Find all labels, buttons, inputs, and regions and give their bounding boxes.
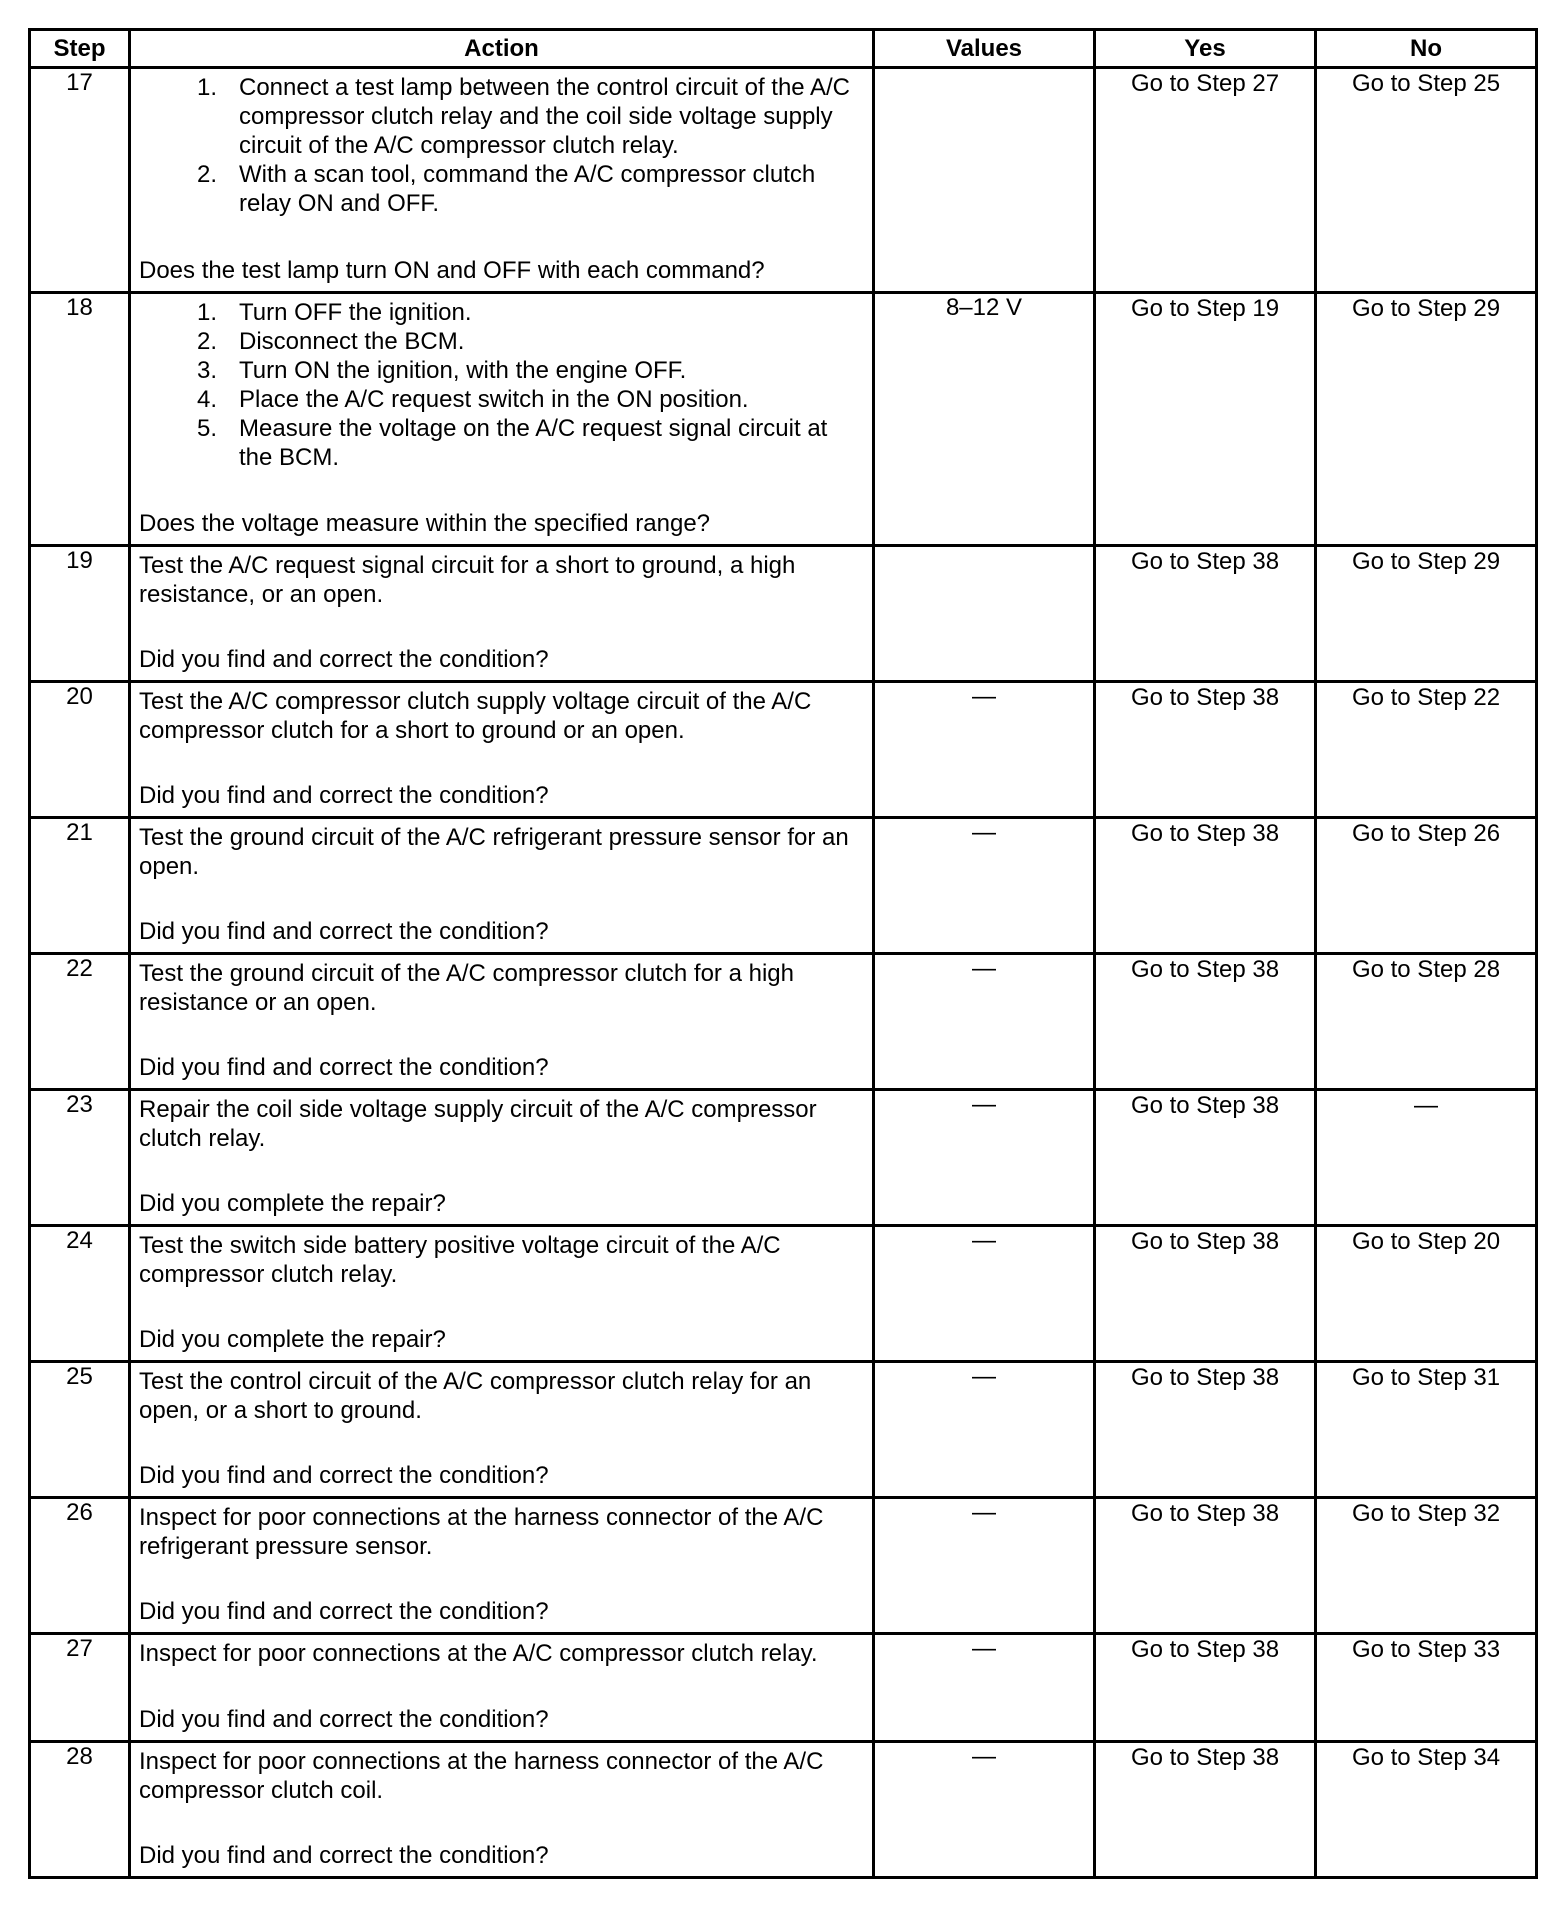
- no-goto-step: Go to Step 29: [1351, 295, 1501, 322]
- action-question: Does the test lamp turn ON and OFF with each command?: [139, 257, 765, 284]
- values-cell: —: [874, 1634, 1095, 1742]
- action-cell: [130, 954, 874, 1090]
- no-cell: [1316, 1634, 1537, 1742]
- no-cell: [1316, 954, 1537, 1090]
- action-instruction: Inspect for poor connections at the harness connector of the A/C refrigerant pressure sensor.: [139, 1504, 824, 1560]
- action-instruction: Test the A/C request signal circuit for a short to ground, a high resistance, or an open.: [139, 552, 796, 608]
- action-step-text: Disconnect the BCM.: [239, 328, 465, 355]
- action-step-number: 2.: [196, 328, 217, 355]
- action-cell: [130, 1090, 874, 1226]
- action-instruction: Test the ground circuit of the A/C compressor clutch for a high resistance or an open.: [139, 960, 794, 1016]
- yes-cell: [1095, 1742, 1316, 1878]
- action-cell: [130, 1742, 874, 1878]
- action-step-text: With a scan tool, command the A/C compressor clutch relay ON and OFF.: [239, 161, 816, 217]
- yes-cell: [1095, 546, 1316, 682]
- no-goto-step: Go to Step 29: [1351, 548, 1501, 575]
- values-cell: [874, 68, 1095, 293]
- action-step-number: 1.: [196, 299, 217, 326]
- action-cell: [130, 1362, 874, 1498]
- no-cell: [1316, 818, 1537, 954]
- table-row: [30, 1226, 1537, 1362]
- step-number: 27: [30, 1634, 130, 1742]
- yes-goto-step: Go to Step 38: [1130, 1636, 1280, 1663]
- table-row: [30, 546, 1537, 682]
- no-cell: [1316, 1090, 1537, 1226]
- step-number: 28: [30, 1742, 130, 1878]
- action-step-item: [139, 73, 864, 160]
- yes-cell: [1095, 682, 1316, 818]
- table-row: [30, 68, 1537, 293]
- yes-goto-step: Go to Step 38: [1130, 1092, 1280, 1119]
- diagnostic-table: [28, 28, 1538, 1879]
- table-row: [30, 818, 1537, 954]
- no-cell: [1316, 546, 1537, 682]
- action-instruction: Test the control circuit of the A/C compressor clutch relay for an open, or a short to ground.: [139, 1368, 812, 1424]
- action-step-number: 4.: [196, 386, 217, 413]
- action-step-text: Connect a test lamp between the control circuit of the A/C compressor clutch relay and the coil side voltage supply circuit of the A/C compressor clutch relay.: [239, 74, 850, 159]
- no-cell: [1316, 682, 1537, 818]
- yes-goto-step: Go to Step 38: [1130, 1500, 1280, 1527]
- yes-cell: [1095, 954, 1316, 1090]
- no-goto-step: Go to Step 22: [1351, 684, 1501, 711]
- action-question: Did you find and correct the condition?: [139, 782, 549, 809]
- yes-cell: [1095, 293, 1316, 546]
- action-step-item: [139, 298, 864, 327]
- header-yes: Yes: [1095, 30, 1316, 68]
- yes-cell: [1095, 1634, 1316, 1742]
- action-step-item: [139, 385, 864, 414]
- yes-goto-step: Go to Step 38: [1130, 548, 1280, 575]
- no-cell: [1316, 68, 1537, 293]
- values-cell: —: [874, 954, 1095, 1090]
- step-number: 20: [30, 682, 130, 818]
- table-body: [30, 68, 1537, 1878]
- yes-cell: [1095, 1090, 1316, 1226]
- step-number: 21: [30, 818, 130, 954]
- action-cell: [130, 293, 874, 546]
- table-row: [30, 1498, 1537, 1634]
- table-row: [30, 954, 1537, 1090]
- table-row: [30, 1362, 1537, 1498]
- action-question: Did you find and correct the condition?: [139, 1842, 549, 1869]
- step-number: 23: [30, 1090, 130, 1226]
- step-number: 26: [30, 1498, 130, 1634]
- action-cell: [130, 546, 874, 682]
- values-cell: [874, 546, 1095, 682]
- step-number: 18: [30, 293, 130, 546]
- action-step-item: [139, 327, 864, 356]
- action-step-list: [139, 73, 864, 218]
- action-instruction: Test the ground circuit of the A/C refrigerant pressure sensor for an open.: [139, 824, 849, 880]
- header-values: Values: [874, 30, 1095, 68]
- step-number: 17: [30, 68, 130, 293]
- no-cell: [1316, 1498, 1537, 1634]
- table-row: [30, 293, 1537, 546]
- table-row: [30, 1742, 1537, 1878]
- step-number: 24: [30, 1226, 130, 1362]
- no-goto-step: Go to Step 32: [1351, 1500, 1501, 1527]
- no-goto-step: Go to Step 34: [1351, 1744, 1501, 1771]
- action-step-item: [139, 356, 864, 385]
- no-goto-step: Go to Step 26: [1351, 820, 1501, 847]
- action-step-number: 3.: [196, 357, 217, 384]
- step-number: 19: [30, 546, 130, 682]
- action-step-item: [139, 414, 864, 472]
- no-goto-step: —: [1414, 1092, 1438, 1119]
- no-goto-step: Go to Step 33: [1351, 1636, 1501, 1663]
- action-instruction: Inspect for poor connections at the harness connector of the A/C compressor clutch coil.: [139, 1748, 824, 1804]
- yes-cell: [1095, 1226, 1316, 1362]
- yes-cell: [1095, 1362, 1316, 1498]
- action-instruction: Test the A/C compressor clutch supply voltage circuit of the A/C compressor clutch for a short to ground or an open.: [139, 688, 812, 744]
- yes-goto-step: Go to Step 38: [1130, 684, 1280, 711]
- action-question: Did you find and correct the condition?: [139, 1462, 549, 1489]
- action-question: Did you find and correct the condition?: [139, 918, 549, 945]
- yes-cell: [1095, 818, 1316, 954]
- values-cell: —: [874, 682, 1095, 818]
- yes-goto-step: Go to Step 38: [1130, 1228, 1280, 1255]
- step-number: 22: [30, 954, 130, 1090]
- header-step: Step: [30, 30, 130, 68]
- action-step-text: Place the A/C request switch in the ON position.: [239, 386, 749, 413]
- action-question: Did you complete the repair?: [139, 1190, 446, 1217]
- action-cell: [130, 1634, 874, 1742]
- no-cell: [1316, 1742, 1537, 1878]
- values-cell: —: [874, 1362, 1095, 1498]
- yes-goto-step: Go to Step 38: [1130, 956, 1280, 983]
- action-question: Did you find and correct the condition?: [139, 1706, 549, 1733]
- yes-goto-step: Go to Step 27: [1130, 70, 1280, 97]
- action-question: Did you find and correct the condition?: [139, 1054, 549, 1081]
- action-question: Did you find and correct the condition?: [139, 646, 549, 673]
- action-step-list: [139, 298, 864, 472]
- action-question: Does the voltage measure within the specified range?: [139, 510, 711, 537]
- action-step-number: 1.: [196, 74, 217, 101]
- action-step-item: [139, 160, 864, 218]
- action-question: Did you complete the repair?: [139, 1326, 446, 1353]
- table-row: [30, 1090, 1537, 1226]
- yes-cell: [1095, 1498, 1316, 1634]
- header-action: Action: [130, 30, 874, 68]
- action-step-text: Measure the voltage on the A/C request signal circuit at the BCM.: [239, 415, 828, 471]
- action-question: Did you find and correct the condition?: [139, 1598, 549, 1625]
- values-cell: —: [874, 1226, 1095, 1362]
- table-row: [30, 1634, 1537, 1742]
- action-cell: [130, 1498, 874, 1634]
- no-goto-step: Go to Step 31: [1351, 1364, 1501, 1391]
- values-cell: —: [874, 818, 1095, 954]
- action-instruction: Test the switch side battery positive voltage circuit of the A/C compressor clutch relay.: [139, 1232, 781, 1288]
- action-cell: [130, 1226, 874, 1362]
- action-step-text: Turn OFF the ignition.: [239, 299, 472, 326]
- action-instruction: Repair the coil side voltage supply circuit of the A/C compressor clutch relay.: [139, 1096, 817, 1152]
- no-cell: [1316, 293, 1537, 546]
- no-goto-step: Go to Step 25: [1351, 70, 1501, 97]
- step-number: 25: [30, 1362, 130, 1498]
- yes-cell: [1095, 68, 1316, 293]
- action-step-number: 2.: [196, 161, 217, 188]
- no-goto-step: Go to Step 28: [1351, 956, 1501, 983]
- values-cell: 8–12 V: [874, 293, 1095, 546]
- no-cell: [1316, 1226, 1537, 1362]
- action-instruction: Inspect for poor connections at the A/C compressor clutch relay.: [139, 1640, 818, 1667]
- header-no: No: [1316, 30, 1537, 68]
- no-cell: [1316, 1362, 1537, 1498]
- values-cell: —: [874, 1742, 1095, 1878]
- action-step-text: Turn ON the ignition, with the engine OFF.: [239, 357, 687, 384]
- values-cell: —: [874, 1498, 1095, 1634]
- action-step-number: 5.: [196, 415, 217, 442]
- yes-goto-step: Go to Step 19: [1130, 295, 1280, 322]
- no-goto-step: Go to Step 20: [1351, 1228, 1501, 1255]
- values-cell: —: [874, 1090, 1095, 1226]
- action-cell: [130, 68, 874, 293]
- action-cell: [130, 818, 874, 954]
- yes-goto-step: Go to Step 38: [1130, 1364, 1280, 1391]
- table-row: [30, 682, 1537, 818]
- yes-goto-step: Go to Step 38: [1130, 820, 1280, 847]
- yes-goto-step: Go to Step 38: [1130, 1744, 1280, 1771]
- header-row: [30, 30, 1537, 68]
- action-cell: [130, 682, 874, 818]
